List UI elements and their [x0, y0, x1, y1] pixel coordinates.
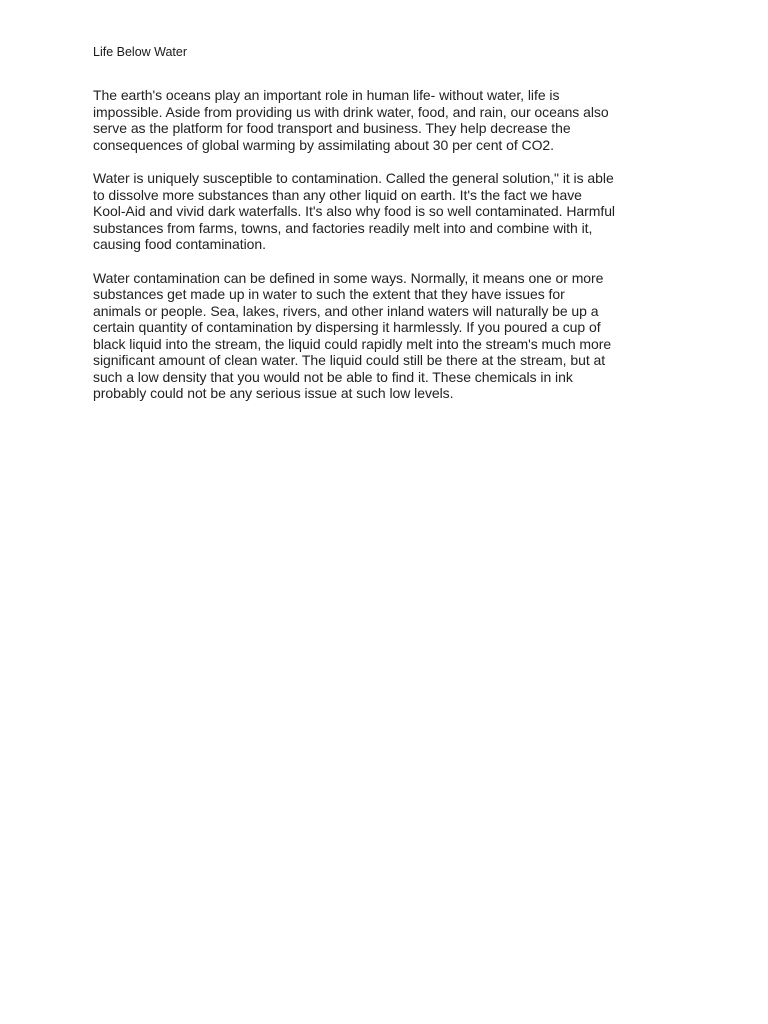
document-title: Life Below Water	[93, 45, 188, 59]
document-body	[93, 87, 683, 419]
paragraph-3: Water contamination can be defined in some ways. Normally, it means one or more substances get made up in water to such the extent that they have issues for animals or people. Sea, lakes, rivers, and other inland waters will naturally be up a certain quantity of contamination by dispersing it harmlessly. If you poured a cup of black liquid into the stream, the liquid could rapidly melt into the stream's much more significant amount of clean water. The liquid could still be there at the stream, but at such a low density that you would not be able to find it. These chemicals in ink probably could not be any serious issue at such low levels.	[93, 269, 612, 401]
paragraph-1: The earth's oceans play an important role in human life- without water, life is impossible. Aside from providing us with drink water, food, and rain, our oceans also serve as the platform for food transport and business. They help decrease the consequences of global warming by assimilating about 30 per cent of CO2.	[93, 87, 609, 153]
paragraph-2: Water is uniquely susceptible to contamination. Called the general solution," it is able to dissolve more substances than any other liquid on earth. It's the fact we have Kool-Aid and vivid dark waterfalls. It's also why food is so well contaminated. Harmful substances from farms, towns, and factories readily melt into and combine with it, causing food contamination.	[93, 170, 615, 252]
